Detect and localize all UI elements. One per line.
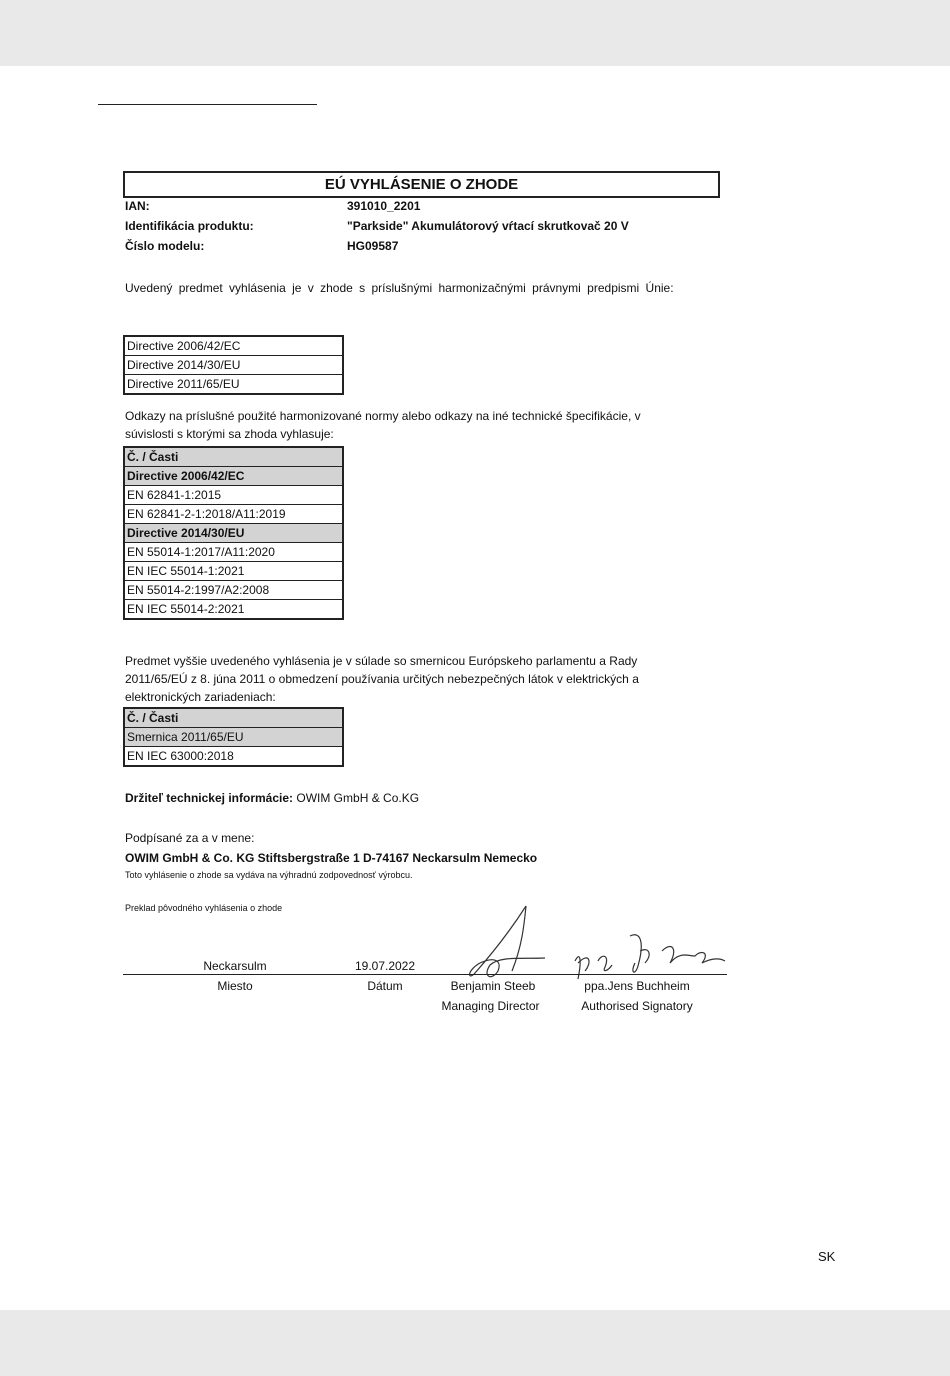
place-label: Miesto xyxy=(217,979,253,993)
standards-text: Odkazy na príslušné použité harmonizované normy alebo odkazy na iné technické špecifikácie, v súvislosti s ktorými sa zhoda vyhlasuje: xyxy=(125,409,641,441)
table-row: Smernica 2011/65/EU xyxy=(124,728,343,747)
table-row: EN 55014-1:2017/A11:2020 xyxy=(124,543,343,562)
intro-text: Uvedený predmet vyhlásenia je v zhode s príslušnými harmonizačnými právnymi predpismi Únie: xyxy=(125,281,674,295)
directive-row: Directive 2011/65/EU xyxy=(124,375,343,395)
table-header: Č. / Časti xyxy=(124,708,343,728)
language-code: SK xyxy=(818,1249,836,1264)
signed-label: Podpísané za a v mene: xyxy=(125,831,255,845)
model-label: Číslo modelu: xyxy=(125,239,205,253)
table-header: Č. / Časti xyxy=(124,447,343,467)
rohs-table xyxy=(123,707,344,767)
company-line: OWIM GmbH & Co. KG Stiftsbergstraße 1 D-74167 Neckarsulm Nemecko xyxy=(125,851,538,865)
signer2-title: Authorised Signatory xyxy=(581,999,693,1013)
directive-row: Directive 2006/42/EC xyxy=(124,336,343,356)
table-row: EN 62841-1:2015 xyxy=(124,486,343,505)
directives-table xyxy=(123,335,344,395)
holder-label: Držiteľ technickej informácie: xyxy=(125,791,294,805)
model-value: HG09587 xyxy=(347,239,399,253)
directive-row: Directive 2014/30/EU xyxy=(124,356,343,375)
product-value: "Parkside" Akumulátorový vŕtací skrutkovač 20 V xyxy=(347,219,629,233)
signature-graphic xyxy=(440,901,740,991)
table-row: EN IEC 55014-1:2021 xyxy=(124,562,343,581)
table-row: EN IEC 55014-2:2021 xyxy=(124,600,343,620)
signature-line xyxy=(123,974,727,975)
responsibility-note: Toto vyhlásenie o zhode sa vydáva na výhradnú zodpovednosť výrobcu. xyxy=(125,870,413,880)
document-title: EÚ VYHLÁSENIE O ZHODE xyxy=(123,171,720,198)
signer1-name: Benjamin Steeb xyxy=(450,979,536,993)
holder-line xyxy=(125,791,419,805)
place-value: Neckarsulm xyxy=(203,959,267,973)
ian-label: IAN: xyxy=(125,199,150,213)
standards-table xyxy=(123,446,344,620)
table-row: EN IEC 63000:2018 xyxy=(124,747,343,767)
rohs-text: Predmet vyššie uvedeného vyhlásenia je v súlade so smernicou Európskeho parlamentu a Rady 2011/65/EÚ z 8. júna 2011 o obmedzení používania určitých nebezpečných látok v elektrických a elektronických zariadeniach: xyxy=(125,654,639,704)
signer1-title: Managing Director xyxy=(441,999,540,1013)
table-row: Directive 2006/42/EC xyxy=(124,467,343,486)
table-row: EN 62841-2-1:2018/A11:2019 xyxy=(124,505,343,524)
signer2-name: ppa.Jens Buchheim xyxy=(584,979,690,993)
document-page xyxy=(0,66,950,1310)
date-value: 19.07.2022 xyxy=(354,959,416,973)
table-row: EN 55014-2:1997/A2:2008 xyxy=(124,581,343,600)
date-label: Dátum xyxy=(367,979,403,993)
product-label: Identifikácia produktu: xyxy=(125,219,254,233)
translation-note: Preklad pôvodného vyhlásenia o zhode xyxy=(125,903,283,913)
holder-value: OWIM GmbH & Co.KG xyxy=(296,791,420,805)
ian-value: 391010_2201 xyxy=(347,199,421,213)
table-row: Directive 2014/30/EU xyxy=(124,524,343,543)
top-rule xyxy=(98,104,317,105)
